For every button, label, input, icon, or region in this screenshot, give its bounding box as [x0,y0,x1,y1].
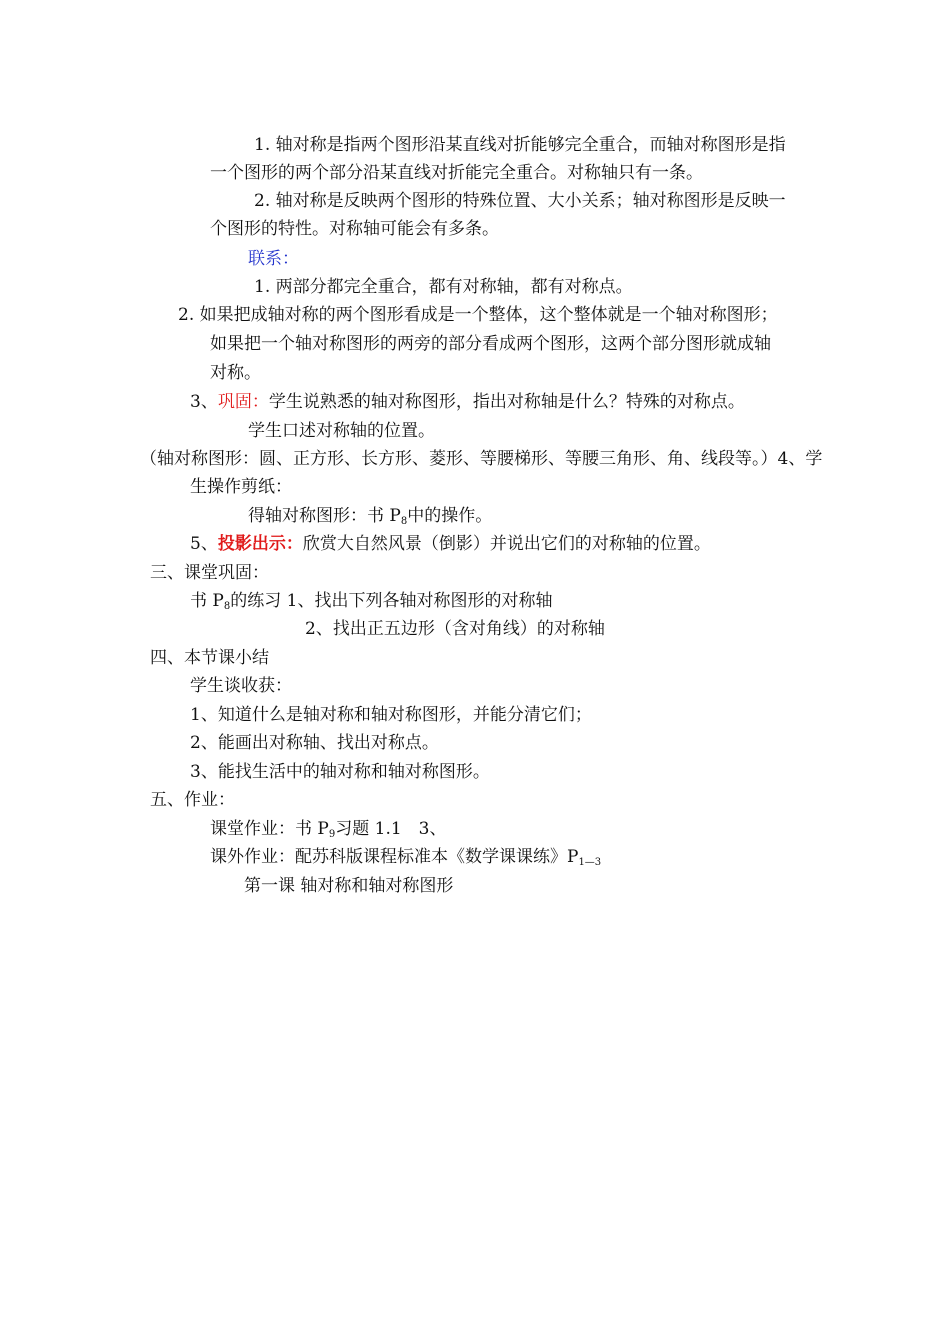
difference-item-1-line-2: 一个图形的两个部分沿某直线对折能完全重合。对称轴只有一条。 [210,163,703,183]
summary-item-2: 2、能画出对称轴、找出对称点。 [190,733,439,753]
summary-item-3: 3、能找生活中的轴对称和轴对称图形。 [190,762,490,782]
homework-heading: 五、作业： [150,790,235,810]
connection-heading: 联系： [248,249,299,269]
homework-footer: 第一课 轴对称和轴对称图形 [244,876,454,896]
projection-text: 欣赏大自然风景（倒影）并说出它们的对称轴的位置。 [302,534,711,554]
projection-label: 投影出示： [217,534,303,554]
consolidate-text: 学生说熟悉的轴对称图形，指出对称轴是什么？特殊的对称点。 [268,392,745,412]
consolidate-line-2: 学生口述对称轴的位置。 [248,421,435,441]
classwork-line-2: 2、找出正五边形（含对角线）的对称轴 [305,619,605,639]
consolidate-line-4: 生操作剪纸： [190,477,292,497]
homework-in-class: 课堂作业：书 $P_9$习题 1.1 3、 [210,819,447,840]
consolidate-line-3: （轴对称图形：圆、正方形、长方形、菱形、等腰梯形、等腰三角形、角、线段等。）4、学 [140,449,823,469]
difference-item-2-line-1: 2. 轴对称是反映两个图形的特殊位置、大小关系；轴对称图形是反映一 [254,191,786,211]
summary-heading: 四、本节课小结 [150,648,269,668]
connection-item-2-line-2: 如果把一个轴对称图形的两旁的部分看成两个图形，这两个部分图形就成轴 [210,334,771,354]
connection-item-1: 1. 两部分都完全重合，都有对称轴，都有对称点。 [254,277,633,297]
difference-item-2-line-2: 个图形的特性。对称轴可能会有多条。 [210,219,499,239]
projection-number: 5、 [190,534,218,554]
summary-item-1: 1、知道什么是轴对称和轴对称图形，并能分清它们； [190,705,592,725]
consolidate-line-5: 得轴对称图形：书 $P_8$中的操作。 [248,506,493,527]
difference-item-1-line-1: 1. 轴对称是指两个图形沿某直线对折能够完全重合，而轴对称图形是指 [254,135,786,155]
consolidate-label: 巩固： [217,392,269,412]
consolidate-line [190,391,745,413]
connection-item-2-line-1: 2. 如果把成轴对称的两个图形看成是一个整体，这个整体就是一个轴对称图形； [178,305,778,325]
homework-after-class: 课外作业：配苏科版课程标准本《数学课课练》$P_{1—3}$ [210,847,602,868]
classwork-line-1: 书 $P_8$的练习 1、找出下列各轴对称图形的对称轴 [190,591,553,612]
summary-intro: 学生谈收获： [190,676,292,696]
projection-line [190,533,711,555]
consolidate-number: 3、 [190,392,218,412]
connection-item-2-line-3: 对称。 [210,363,261,383]
classwork-heading: 三、课堂巩固： [150,563,269,583]
